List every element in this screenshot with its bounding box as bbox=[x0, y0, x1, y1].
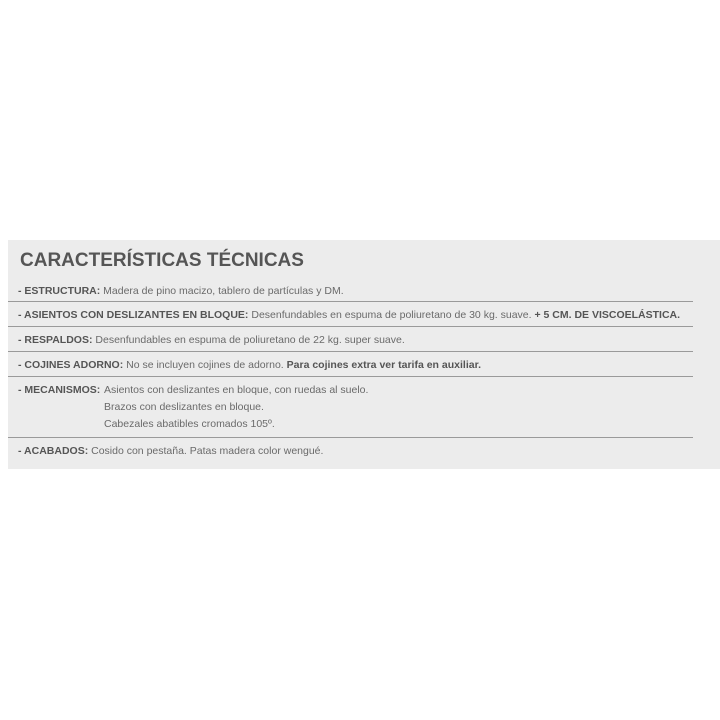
spec-label-asientos: - ASIENTOS CON DESLIZANTES EN BLOQUE: bbox=[18, 309, 249, 321]
spec-row-asientos bbox=[8, 302, 693, 327]
section-title: CARACTERÍSTICAS TÉCNICAS bbox=[20, 250, 304, 271]
spec-label-cojines: - COJINES ADORNO: bbox=[18, 359, 124, 371]
spec-label-estructura: - ESTRUCTURA: bbox=[18, 285, 101, 297]
spec-text-estructura: Madera de pino macizo, tablero de partículas y DM. bbox=[100, 285, 344, 297]
spec-row-acabados bbox=[8, 438, 693, 463]
spec-lines-mecanismos bbox=[104, 382, 368, 433]
spec-row-respaldos bbox=[8, 327, 693, 352]
spec-text-acabados: Cosido con pestaña. Patas madera color wengué. bbox=[88, 445, 324, 457]
spec-row-estructura bbox=[8, 277, 693, 302]
spec-highlight-asientos: + 5 CM. DE VISCOELÁSTICA. bbox=[534, 309, 681, 321]
spec-label-mecanismos: - MECANISMOS: bbox=[18, 384, 101, 396]
spec-row-mecanismos bbox=[8, 377, 693, 438]
spec-text-asientos: Desenfundables en espuma de poliuretano de 30 kg. suave. bbox=[248, 309, 535, 321]
spec-line-mecanismos-1: Asientos con deslizantes en bloque, con ruedas al suelo. bbox=[104, 384, 369, 396]
spec-line-mecanismos-3: Cabezales abatibles cromados 105º. bbox=[104, 418, 275, 430]
spec-text-respaldos: Desenfundables en espuma de poliuretano de 22 kg. super suave. bbox=[92, 334, 405, 346]
spec-label-acabados: - ACABADOS: bbox=[18, 445, 89, 457]
spec-line-mecanismos-2: Brazos con deslizantes en bloque. bbox=[104, 401, 264, 413]
spec-row-cojines bbox=[8, 352, 693, 377]
technical-specs-panel bbox=[8, 240, 720, 469]
spec-text-cojines: No se incluyen cojines de adorno. bbox=[123, 359, 287, 371]
spec-list bbox=[8, 277, 693, 463]
spec-label-respaldos: - RESPALDOS: bbox=[18, 334, 93, 346]
spec-highlight-cojines: Para cojines extra ver tarifa en auxiliar. bbox=[286, 359, 481, 371]
